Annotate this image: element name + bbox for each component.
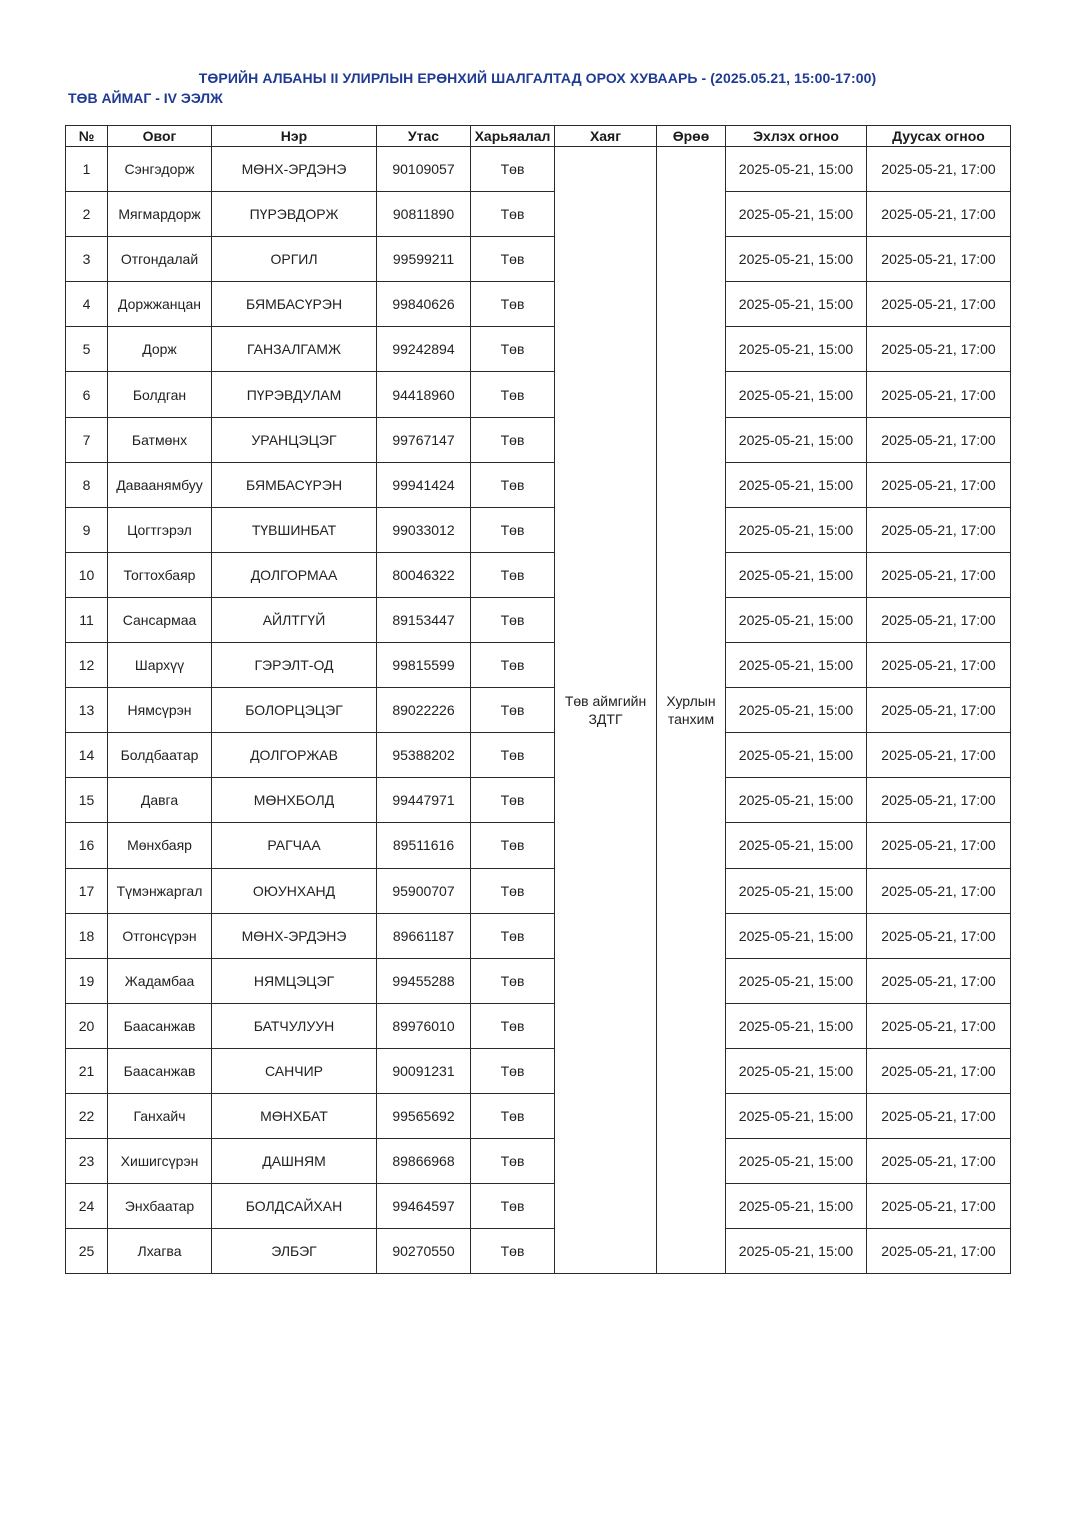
cell-name: МӨНХ-ЭРДЭНЭ <box>212 913 377 958</box>
cell-surname: Сансармаа <box>108 597 212 642</box>
cell-start-date: 2025-05-21, 15:00 <box>726 372 867 417</box>
cell-phone: 90811890 <box>377 192 471 237</box>
table-row <box>66 327 1011 372</box>
cell-end-date: 2025-05-21, 17:00 <box>867 1139 1011 1184</box>
cell-affiliation: Төв <box>471 1139 555 1184</box>
cell-affiliation: Төв <box>471 643 555 688</box>
cell-affiliation: Төв <box>471 913 555 958</box>
cell-name: БЯМБАСҮРЭН <box>212 462 377 507</box>
cell-start-date: 2025-05-21, 15:00 <box>726 1003 867 1048</box>
cell-address-merged: Төв аймгийн ЗДТГ <box>555 147 657 1274</box>
cell-number: 11 <box>66 597 108 642</box>
cell-affiliation: Төв <box>471 327 555 372</box>
cell-phone: 99941424 <box>377 462 471 507</box>
cell-phone: 99242894 <box>377 327 471 372</box>
table-row <box>66 147 1011 192</box>
cell-phone: 99033012 <box>377 507 471 552</box>
column-header-address: Хаяг <box>555 126 657 147</box>
table-row <box>66 417 1011 462</box>
cell-start-date: 2025-05-21, 15:00 <box>726 1229 867 1274</box>
cell-name: МӨНХБАТ <box>212 1093 377 1138</box>
table-row <box>66 958 1011 1003</box>
table-row <box>66 1139 1011 1184</box>
cell-surname: Жадамбаа <box>108 958 212 1003</box>
cell-end-date: 2025-05-21, 17:00 <box>867 372 1011 417</box>
table-row <box>66 688 1011 733</box>
cell-name: ОЮУНХАНД <box>212 868 377 913</box>
table-row <box>66 552 1011 597</box>
cell-number: 5 <box>66 327 108 372</box>
cell-phone: 89511616 <box>377 823 471 868</box>
cell-start-date: 2025-05-21, 15:00 <box>726 958 867 1003</box>
cell-affiliation: Төв <box>471 1093 555 1138</box>
cell-affiliation: Төв <box>471 507 555 552</box>
cell-number: 13 <box>66 688 108 733</box>
cell-start-date: 2025-05-21, 15:00 <box>726 192 867 237</box>
cell-end-date: 2025-05-21, 17:00 <box>867 282 1011 327</box>
cell-surname: Тогтохбаяр <box>108 552 212 597</box>
cell-number: 20 <box>66 1003 108 1048</box>
cell-number: 7 <box>66 417 108 462</box>
cell-start-date: 2025-05-21, 15:00 <box>726 913 867 958</box>
cell-name: БАТЧУЛУУН <box>212 1003 377 1048</box>
cell-name: ОРГИЛ <box>212 237 377 282</box>
cell-name: УРАНЦЭЦЭГ <box>212 417 377 462</box>
table-body <box>66 147 1011 1274</box>
cell-start-date: 2025-05-21, 15:00 <box>726 507 867 552</box>
table-row <box>66 643 1011 688</box>
cell-end-date: 2025-05-21, 17:00 <box>867 823 1011 868</box>
column-header-number: № <box>66 126 108 147</box>
table-row <box>66 778 1011 823</box>
table-row <box>66 372 1011 417</box>
cell-number: 23 <box>66 1139 108 1184</box>
cell-name: ДАШНЯМ <box>212 1139 377 1184</box>
cell-affiliation: Төв <box>471 192 555 237</box>
table-row <box>66 1003 1011 1048</box>
cell-number: 12 <box>66 643 108 688</box>
column-header-end-date: Дуусах огноо <box>867 126 1011 147</box>
cell-number: 8 <box>66 462 108 507</box>
cell-surname: Лхагва <box>108 1229 212 1274</box>
cell-start-date: 2025-05-21, 15:00 <box>726 1048 867 1093</box>
cell-surname: Давга <box>108 778 212 823</box>
cell-name: АЙЛТГҮЙ <box>212 597 377 642</box>
cell-name: ПҮРЭВДОРЖ <box>212 192 377 237</box>
cell-affiliation: Төв <box>471 237 555 282</box>
cell-number: 15 <box>66 778 108 823</box>
cell-end-date: 2025-05-21, 17:00 <box>867 1184 1011 1229</box>
cell-affiliation: Төв <box>471 1229 555 1274</box>
table-row <box>66 192 1011 237</box>
cell-end-date: 2025-05-21, 17:00 <box>867 688 1011 733</box>
cell-surname: Даваанямбуу <box>108 462 212 507</box>
cell-phone: 90270550 <box>377 1229 471 1274</box>
cell-end-date: 2025-05-21, 17:00 <box>867 1048 1011 1093</box>
cell-end-date: 2025-05-21, 17:00 <box>867 597 1011 642</box>
cell-number: 2 <box>66 192 108 237</box>
cell-affiliation: Төв <box>471 688 555 733</box>
cell-phone: 99767147 <box>377 417 471 462</box>
cell-number: 4 <box>66 282 108 327</box>
cell-number: 9 <box>66 507 108 552</box>
cell-name: БЯМБАСҮРЭН <box>212 282 377 327</box>
cell-name: МӨНХ-ЭРДЭНЭ <box>212 147 377 192</box>
cell-affiliation: Төв <box>471 282 555 327</box>
cell-surname: Түмэнжаргал <box>108 868 212 913</box>
cell-end-date: 2025-05-21, 17:00 <box>867 958 1011 1003</box>
cell-surname: Шархүү <box>108 643 212 688</box>
cell-surname: Болдган <box>108 372 212 417</box>
cell-phone: 80046322 <box>377 552 471 597</box>
table-row <box>66 507 1011 552</box>
cell-start-date: 2025-05-21, 15:00 <box>726 1093 867 1138</box>
document-title: ТӨРИЙН АЛБАНЫ II УЛИРЛЫН ЕРӨНХИЙ ШАЛГАЛТАД ОРОХ ХУВААРЬ - (2025.05.21, 15:00-17:00) <box>198 70 877 86</box>
cell-end-date: 2025-05-21, 17:00 <box>867 147 1011 192</box>
column-header-surname: Овог <box>108 126 212 147</box>
cell-affiliation: Төв <box>471 552 555 597</box>
cell-phone: 89866968 <box>377 1139 471 1184</box>
cell-name: ДОЛГОРЖАВ <box>212 733 377 778</box>
table-row <box>66 1093 1011 1138</box>
cell-name: МӨНХБОЛД <box>212 778 377 823</box>
cell-name: ДОЛГОРМАА <box>212 552 377 597</box>
cell-affiliation: Төв <box>471 597 555 642</box>
cell-affiliation: Төв <box>471 147 555 192</box>
cell-affiliation: Төв <box>471 778 555 823</box>
cell-end-date: 2025-05-21, 17:00 <box>867 1093 1011 1138</box>
cell-surname: Цогтгэрэл <box>108 507 212 552</box>
cell-end-date: 2025-05-21, 17:00 <box>867 733 1011 778</box>
cell-surname: Мягмардорж <box>108 192 212 237</box>
cell-end-date: 2025-05-21, 17:00 <box>867 327 1011 372</box>
cell-start-date: 2025-05-21, 15:00 <box>726 597 867 642</box>
cell-affiliation: Төв <box>471 1184 555 1229</box>
cell-start-date: 2025-05-21, 15:00 <box>726 778 867 823</box>
cell-end-date: 2025-05-21, 17:00 <box>867 237 1011 282</box>
cell-surname: Баасанжав <box>108 1048 212 1093</box>
cell-name: БОЛОРЦЭЦЭГ <box>212 688 377 733</box>
table-row <box>66 913 1011 958</box>
cell-name: САНЧИР <box>212 1048 377 1093</box>
cell-end-date: 2025-05-21, 17:00 <box>867 1003 1011 1048</box>
cell-end-date: 2025-05-21, 17:00 <box>867 643 1011 688</box>
cell-surname: Отгонсүрэн <box>108 913 212 958</box>
cell-number: 1 <box>66 147 108 192</box>
cell-phone: 99599211 <box>377 237 471 282</box>
table-row <box>66 868 1011 913</box>
column-header-phone: Утас <box>377 126 471 147</box>
cell-end-date: 2025-05-21, 17:00 <box>867 462 1011 507</box>
cell-end-date: 2025-05-21, 17:00 <box>867 417 1011 462</box>
cell-surname: Мөнхбаяр <box>108 823 212 868</box>
table-header-row <box>66 126 1011 147</box>
cell-phone: 99840626 <box>377 282 471 327</box>
cell-start-date: 2025-05-21, 15:00 <box>726 643 867 688</box>
cell-phone: 99464597 <box>377 1184 471 1229</box>
cell-number: 18 <box>66 913 108 958</box>
cell-surname: Нямсүрэн <box>108 688 212 733</box>
cell-affiliation: Төв <box>471 823 555 868</box>
cell-affiliation: Төв <box>471 372 555 417</box>
table-row <box>66 282 1011 327</box>
cell-start-date: 2025-05-21, 15:00 <box>726 282 867 327</box>
exam-schedule-table <box>65 125 1011 1274</box>
cell-affiliation: Төв <box>471 733 555 778</box>
cell-number: 16 <box>66 823 108 868</box>
cell-end-date: 2025-05-21, 17:00 <box>867 913 1011 958</box>
cell-start-date: 2025-05-21, 15:00 <box>726 823 867 868</box>
cell-start-date: 2025-05-21, 15:00 <box>726 552 867 597</box>
cell-room-merged: Хурлын танхим <box>657 147 726 1274</box>
cell-end-date: 2025-05-21, 17:00 <box>867 1229 1011 1274</box>
cell-number: 14 <box>66 733 108 778</box>
cell-start-date: 2025-05-21, 15:00 <box>726 147 867 192</box>
cell-phone: 95900707 <box>377 868 471 913</box>
cell-surname: Ганхайч <box>108 1093 212 1138</box>
cell-affiliation: Төв <box>471 958 555 1003</box>
cell-surname: Энхбаатар <box>108 1184 212 1229</box>
cell-number: 22 <box>66 1093 108 1138</box>
column-header-affiliation: Харьяалал <box>471 126 555 147</box>
cell-affiliation: Төв <box>471 1048 555 1093</box>
cell-phone: 90109057 <box>377 147 471 192</box>
cell-number: 25 <box>66 1229 108 1274</box>
column-header-room: Өрөө <box>657 126 726 147</box>
cell-number: 6 <box>66 372 108 417</box>
table-row <box>66 733 1011 778</box>
cell-number: 24 <box>66 1184 108 1229</box>
cell-name: ГЭРЭЛТ-ОД <box>212 643 377 688</box>
cell-start-date: 2025-05-21, 15:00 <box>726 1184 867 1229</box>
cell-phone: 89976010 <box>377 1003 471 1048</box>
cell-end-date: 2025-05-21, 17:00 <box>867 507 1011 552</box>
cell-number: 17 <box>66 868 108 913</box>
cell-name: БОЛДСАЙХАН <box>212 1184 377 1229</box>
cell-surname: Баасанжав <box>108 1003 212 1048</box>
cell-surname: Доржжанцан <box>108 282 212 327</box>
table-row <box>66 237 1011 282</box>
document-subtitle: ТӨВ АЙМАГ - IV ЭЭЛЖ <box>68 90 223 106</box>
cell-phone: 95388202 <box>377 733 471 778</box>
cell-start-date: 2025-05-21, 15:00 <box>726 327 867 372</box>
table-row <box>66 1048 1011 1093</box>
cell-start-date: 2025-05-21, 15:00 <box>726 868 867 913</box>
cell-start-date: 2025-05-21, 15:00 <box>726 417 867 462</box>
cell-end-date: 2025-05-21, 17:00 <box>867 778 1011 823</box>
table-row <box>66 1229 1011 1274</box>
column-header-start-date: Эхлэх огноо <box>726 126 867 147</box>
cell-start-date: 2025-05-21, 15:00 <box>726 1139 867 1184</box>
cell-affiliation: Төв <box>471 1003 555 1048</box>
cell-number: 21 <box>66 1048 108 1093</box>
cell-affiliation: Төв <box>471 462 555 507</box>
cell-surname: Болдбаатар <box>108 733 212 778</box>
cell-phone: 89022226 <box>377 688 471 733</box>
cell-name: ЭЛБЭГ <box>212 1229 377 1274</box>
cell-name: РАГЧАА <box>212 823 377 868</box>
cell-affiliation: Төв <box>471 417 555 462</box>
cell-end-date: 2025-05-21, 17:00 <box>867 192 1011 237</box>
cell-phone: 99447971 <box>377 778 471 823</box>
cell-name: ТҮВШИНБАТ <box>212 507 377 552</box>
cell-end-date: 2025-05-21, 17:00 <box>867 868 1011 913</box>
cell-affiliation: Төв <box>471 868 555 913</box>
table-row <box>66 462 1011 507</box>
table-row <box>66 1184 1011 1229</box>
cell-surname: Отгондалай <box>108 237 212 282</box>
cell-start-date: 2025-05-21, 15:00 <box>726 688 867 733</box>
cell-phone: 94418960 <box>377 372 471 417</box>
cell-phone: 89661187 <box>377 913 471 958</box>
cell-surname: Хишигсүрэн <box>108 1139 212 1184</box>
cell-start-date: 2025-05-21, 15:00 <box>726 237 867 282</box>
cell-number: 3 <box>66 237 108 282</box>
cell-phone: 89153447 <box>377 597 471 642</box>
cell-surname: Сэнгэдорж <box>108 147 212 192</box>
cell-phone: 99815599 <box>377 643 471 688</box>
cell-surname: Батмөнх <box>108 417 212 462</box>
cell-start-date: 2025-05-21, 15:00 <box>726 733 867 778</box>
cell-phone: 90091231 <box>377 1048 471 1093</box>
cell-name: НЯМЦЭЦЭГ <box>212 958 377 1003</box>
cell-phone: 99565692 <box>377 1093 471 1138</box>
cell-name: ПҮРЭВДУЛАМ <box>212 372 377 417</box>
cell-end-date: 2025-05-21, 17:00 <box>867 552 1011 597</box>
cell-number: 19 <box>66 958 108 1003</box>
table-row <box>66 597 1011 642</box>
table-row <box>66 823 1011 868</box>
cell-surname: Дорж <box>108 327 212 372</box>
cell-phone: 99455288 <box>377 958 471 1003</box>
cell-start-date: 2025-05-21, 15:00 <box>726 462 867 507</box>
cell-name: ГАНЗАЛГАМЖ <box>212 327 377 372</box>
column-header-name: Нэр <box>212 126 377 147</box>
cell-number: 10 <box>66 552 108 597</box>
